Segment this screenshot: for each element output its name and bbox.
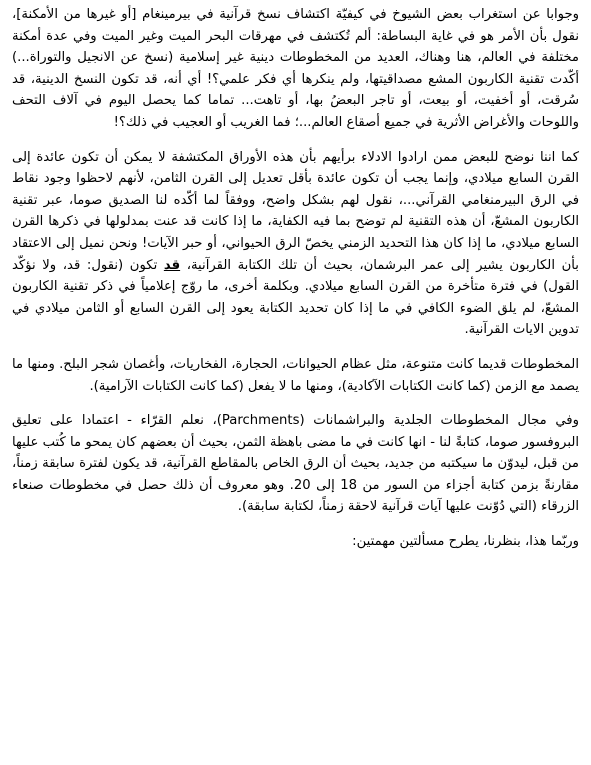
paragraph-text: المخطوطات قديما كانت متنوعة، مثل عظام الحيوانات، الحجارة، الفخاريات، وأغصان شجر البلح. ومنها ما يصمد مع الزمن (كما كانت الكتابات الآكادية)، ومنها ما لا يفعل (كما كانت الكتابات الآرامية). bbox=[12, 356, 579, 394]
paragraph-text: وفي مجال المخطوطات الجلدية والبراشمانات bbox=[313, 413, 579, 429]
paragraph-text: وجوابا عن استغراب بعض الشيوخ في كيفيّة اكتشاف نسخ قرآنية في بيرمينغام [أو غيرها من الأمكنة]، نقول بأن الأمر هو في غاية البساطة: ألم تُكتشف في مهرقات البحر الميت وغير الميت وفي عدة أمكنة مختلفة في العالم، هنا وهناك، العديد من المخطوطات دينية غير إسلامية (نسخ عن الانجيل والتوراة...) أكّدت تقنية الكاربون المشع مصداقيتها، ولم ينكرها أي فكر علمي؟! أي أنه، قد تكون النسخ الدينية، قد سُرقت، أو أخفيت، أو بيعت، أو تاجر البعضُ بها، أو تاهت... تماما كما يحصل اليوم في آلاف التحف واللوحات والأغراض الأثرية في جميع أصقاع العالم...؛ فما الغريب أو العجيب في ذلك؟! bbox=[12, 7, 579, 130]
paragraph-birmingham-answer bbox=[12, 4, 579, 134]
paragraph-text: تكون (نقول: قد، ولا نؤكّد القول) في فترة متأخرة من القرن السابع ميلادي. وبكلمة أخرى، ما روّج إعلامياً في ذكر تقنية الكاربون المشعّ، لم يلق الضوء الكافي في ما إذا كان تحديد الكتابة يعود إلى القرن السابع أو الثامن ميلادي في تدوين الايات القرآنية. bbox=[12, 257, 579, 338]
paragraph-manuscript-materials bbox=[12, 354, 579, 397]
paragraph-two-questions bbox=[12, 531, 579, 553]
paragraph-parchments bbox=[12, 410, 579, 518]
paragraph-text: كما اننا نوضح للبعض ممن ارادوا الادلاء برأيهم بأن هذه الأوراق المكتشفة لا يمكن أن تكون عائدة إلى القرن السابع ميلادي، وإنما يجب أن تكون عائدة بأقل تعديل إلى القرن الثامن، لأنهم لاحظوا وجود نقاط في الرق البيرمنغامي القرآني...، نقول لهم بشكل واضح، ووفقاً لما أكّده لنا الصديق صوما، عبر تقنية الكاربون المشعّ، أن هذه التقنية لم توضح بما فيه الكفاية، ما إذا كانت قد عنت بمدلولها في ذكرها القرن السابع ميلادي، ما إذا كان هذا التحديد الزمني يخصّ الرق الحيواني، أو حبر الآيات! ونحن نميل إلى الاعتقاد بأن الكاربون يشير إلى عمر البرشمان، بحيث أن تلك الكتابة القرآنية، bbox=[12, 149, 579, 273]
paragraph-text: وربّما هذا، بنظرنا، يطرح مسألتين مهمتين: bbox=[352, 534, 579, 550]
paragraph-carbon-dating bbox=[12, 147, 579, 341]
underlined-word: قد bbox=[163, 257, 181, 273]
latin-term: (Parchments) bbox=[216, 413, 305, 429]
paragraph-text: ، نعلم القرّاء - اعتمادا على تعليق البروفسور صوما، كتابةً لنا - انها كانت في ما مضى باهظة الثمن، بحيث أن بعضهم كان يمحو ما كُتب عليها من قبل، ليدوّن ما سيكتبه من جديد، بحيث أن الرق الخاص بالمقاطع القرآنية، قد يكون لفترة سابقة زمناً، مقارنةً بزمن كتابة أجزاء من السور من 18 إلى 20. وهو معروف أن ذلك حصل في مخطوطات صنعاء الزرقاء (التي دُوّنت عليها آيات قرآنية لاحقة زمناً، لكتابة سابقة). bbox=[12, 413, 580, 515]
